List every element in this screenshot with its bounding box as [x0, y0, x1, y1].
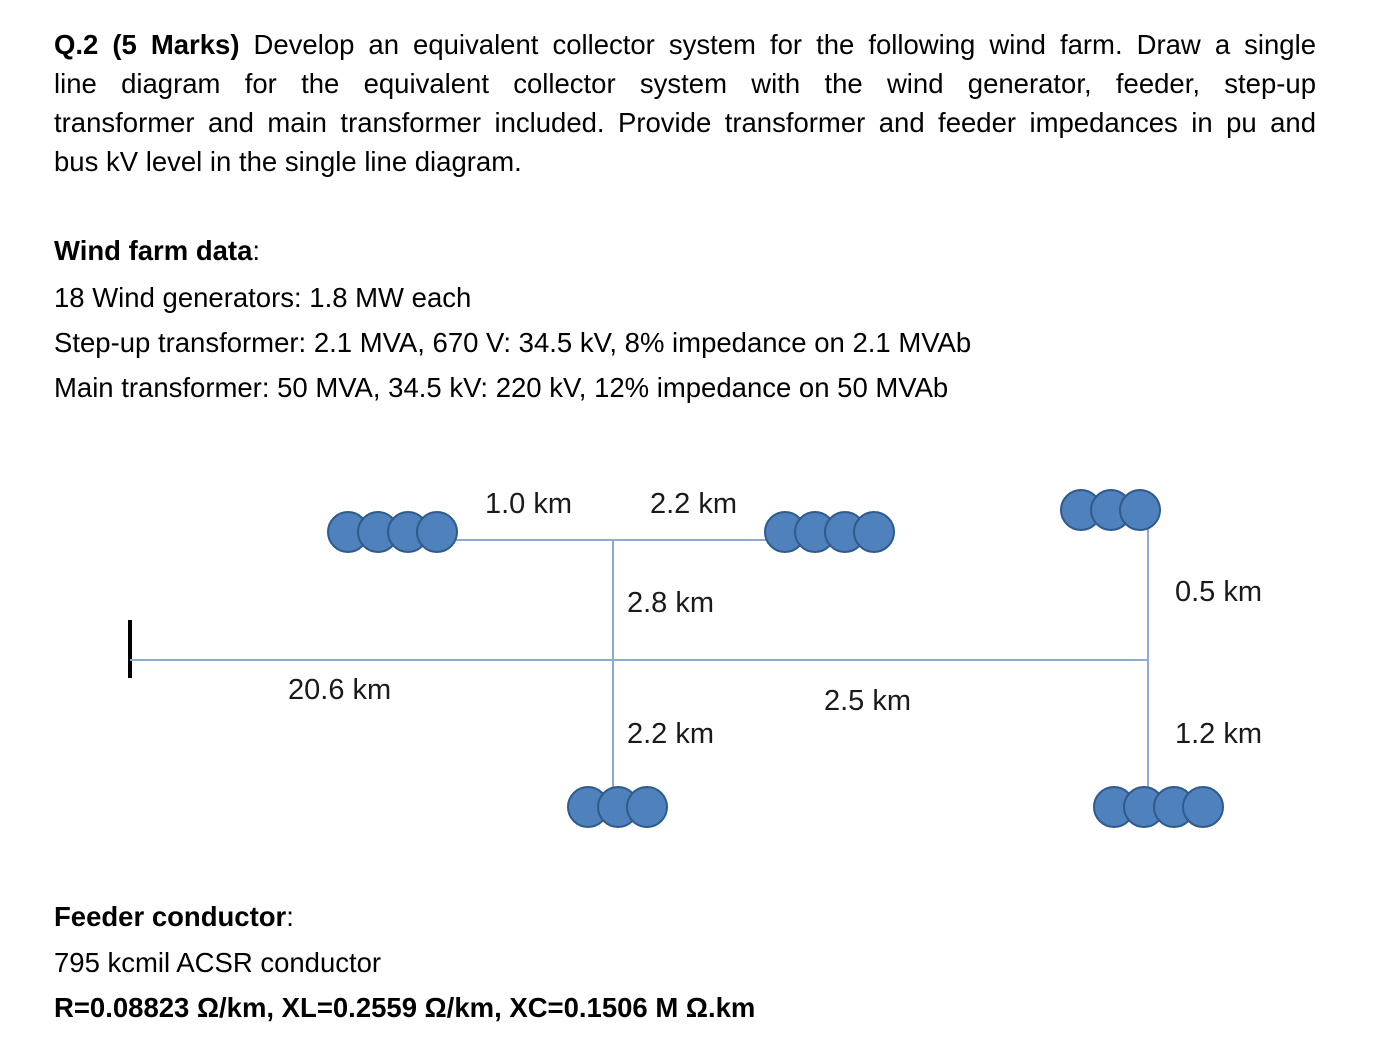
wind-farm-heading: Wind farm data:	[54, 235, 261, 266]
generator-group-top-left	[328, 512, 457, 552]
label-top-right-distance: 2.2 km	[650, 488, 738, 520]
conductor-params-line: R=0.08823 Ω/km, XL=0.2559 Ω/km, XC=0.1506 M Ω.km	[54, 992, 756, 1023]
question-label: Q.2 (5 Marks)	[54, 29, 240, 60]
label-right-down-distance: 1.2 km	[1175, 718, 1263, 750]
label-top-left-distance: 1.0 km	[485, 488, 573, 520]
wind-generator-icon	[1183, 787, 1223, 827]
label-right-up-distance: 0.5 km	[1175, 576, 1263, 608]
question-line-1: Q.2 (5 Marks) Develop an equivalent collector system for the following wind farm. Draw a single	[54, 29, 1316, 60]
generator-group-top-right	[765, 512, 894, 552]
label-right-main-distance: 2.5 km	[824, 685, 912, 717]
wind-generator-icon	[854, 512, 894, 552]
wind-generator-icon	[1120, 490, 1160, 530]
generators-line: 18 Wind generators: 1.8 MW each	[54, 282, 472, 313]
label-main-feeder-distance: 20.6 km	[288, 674, 392, 706]
generator-group-bottom-mid	[568, 787, 667, 827]
feeder-conductor-heading: Feeder conductor:	[54, 901, 294, 932]
question-text	[54, 25, 1316, 181]
stepup-transformer-line: Step-up transformer: 2.1 MVA, 670 V: 34.5 kV, 8% impedance on 2.1 MVAb	[54, 327, 972, 358]
wind-generator-icon	[417, 512, 457, 552]
question-line-4: bus kV level in the single line diagram.	[54, 146, 522, 177]
label-mid-down-distance: 2.2 km	[627, 718, 715, 750]
generator-group-far-right-top	[1061, 490, 1160, 530]
wind-generator-icon	[627, 787, 667, 827]
question-line-3: transformer and main transformer included. Provide transformer and feeder impedances in pu and	[54, 107, 1316, 138]
wind-farm-diagram	[0, 460, 1388, 860]
conductor-type-line: 795 kcmil ACSR conductor	[54, 947, 382, 978]
label-mid-up-distance: 2.8 km	[627, 587, 715, 619]
feeder-lines	[130, 518, 1148, 803]
main-transformer-line: Main transformer: 50 MVA, 34.5 kV: 220 kV, 12% impedance on 50 MVAb	[54, 372, 949, 403]
generator-group-bottom-right	[1094, 787, 1223, 827]
question-line-2: line diagram for the equivalent collector system with the wind generator, feeder, step-up	[54, 68, 1316, 99]
